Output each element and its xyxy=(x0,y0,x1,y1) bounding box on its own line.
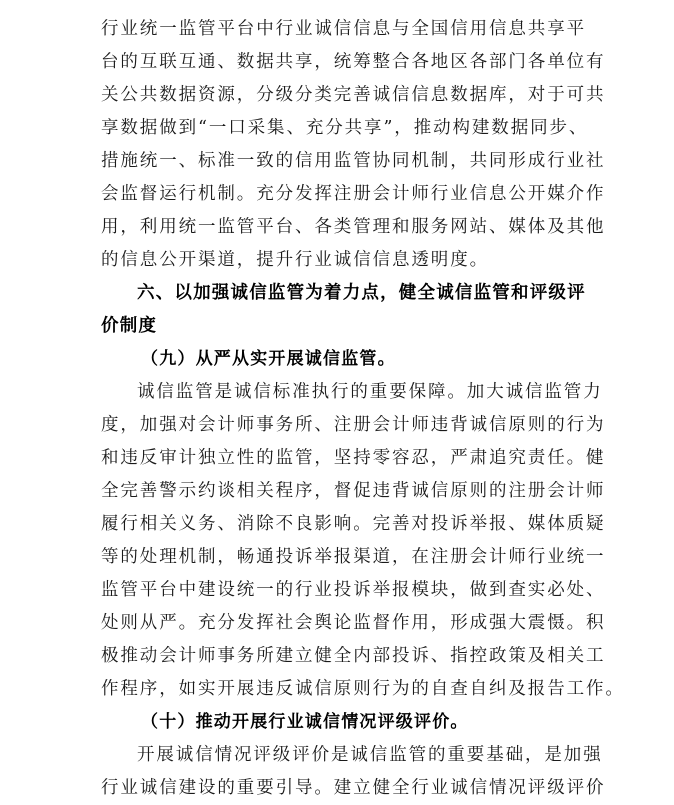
text-line: 度，加强对会计师事务所、注册会计师违背诚信原则的行为 xyxy=(101,415,606,435)
text-line: 行业统一监管平台中行业诚信信息与全国信用信息共享平 xyxy=(101,19,586,39)
text-line: 和违反审计独立性的监管，坚持零容忍，严肃追究责任。健 xyxy=(101,448,606,468)
paragraph-item-9 xyxy=(101,376,625,706)
paragraph-intro xyxy=(101,13,606,277)
text-line: 开展诚信情况评级评价是诚信监管的重要基础，是加强 xyxy=(137,745,603,765)
heading-line: 六、以加强诚信监管为着力点，健全诚信监管和评级评 xyxy=(137,283,586,303)
text-line: 会监督运行机制。充分发挥注册会计师行业信息公开媒介作 xyxy=(101,184,606,204)
text-line: 诚信监管是诚信标准执行的重要保障。加大诚信监管力 xyxy=(137,382,603,402)
text-line: 措施统一、标准一致的信用监管协同机制，共同形成行业社 xyxy=(101,151,606,171)
text-line: 享数据做到“一口采集、充分共享”，推动构建数据同步、 xyxy=(101,118,589,138)
heading-line: 价制度 xyxy=(101,316,158,336)
text-line: 全完善警示约谈相关程序，督促违背诚信原则的注册会计师 xyxy=(101,481,606,501)
item-10-heading: （十）推动开展行业诚信情况评级评价。 xyxy=(141,712,469,732)
text-line: 用，利用统一监管平台、各类管理和服务网站、媒体及其他 xyxy=(101,217,606,237)
text-line: 行业诚信建设的重要引导。建立健全行业诚信情况评级评价 xyxy=(101,778,606,798)
paragraph-item-10 xyxy=(101,739,606,805)
text-line: 关公共数据资源，分级分类完善诚信信息数据库，对于可共 xyxy=(101,85,606,105)
text-line: 处则从严。充分发挥社会舆论监督作用，形成强大震慑。积 xyxy=(101,613,606,633)
text-line: 的信息公开渠道，提升行业诚信信息透明度。 xyxy=(101,250,489,270)
section-6-heading xyxy=(101,277,586,343)
text-line: 极推动会计师事务所建立健全内部投诉、指控政策及相关工 xyxy=(101,646,606,666)
item-9-heading: （九）从严从实开展诚信监管。 xyxy=(141,349,396,369)
text-line: 监管平台中建设统一的行业投诉举报模块，做到查实必处、 xyxy=(101,580,606,600)
document-body xyxy=(101,13,625,805)
text-line: 履行相关义务、消除不良影响。完善对投诉举报、媒体质疑 xyxy=(101,514,606,534)
text-line: 作程序，如实开展违反诚信原则行为的自查自纠及报告工作。 xyxy=(101,679,625,699)
text-line: 台的互联互通、数据共享，统筹整合各地区各部门各单位有 xyxy=(101,52,606,72)
text-line: 等的处理机制，畅通投诉举报渠道，在注册会计师行业统一 xyxy=(101,547,606,567)
